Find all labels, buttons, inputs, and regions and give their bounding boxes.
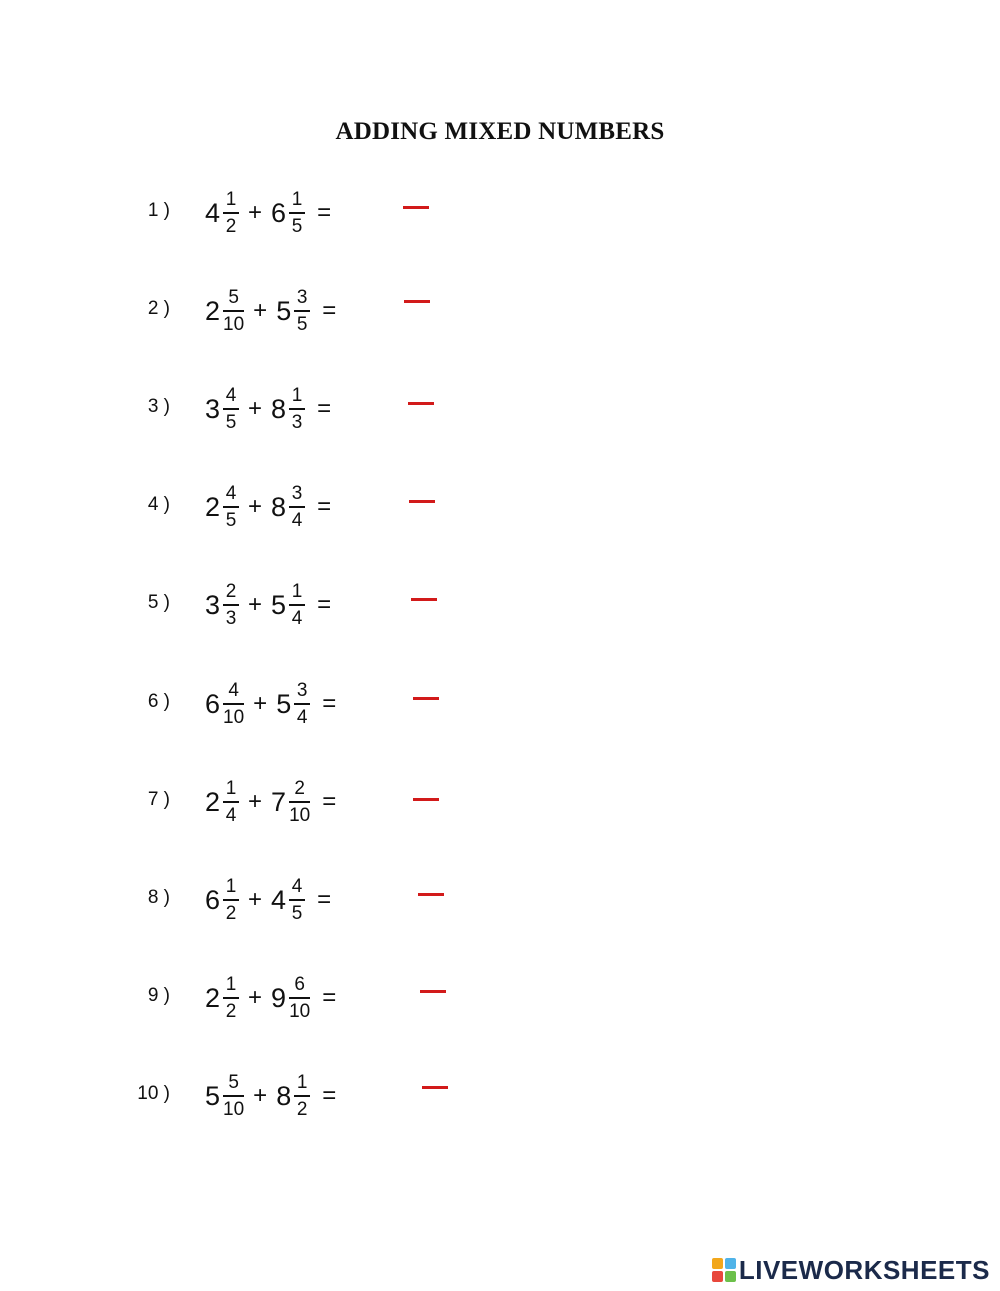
first-whole-number: 3: [205, 393, 221, 424]
equals-sign: =: [322, 984, 337, 1011]
problem-number: 1 ): [147, 200, 170, 221]
second-fraction: [289, 974, 310, 1023]
second-whole-number: 5: [276, 295, 292, 326]
second-whole-number: 8: [276, 1080, 292, 1111]
first-whole-number: 2: [205, 295, 221, 326]
first-whole-number: 5: [205, 1080, 221, 1111]
plus-sign: +: [248, 395, 263, 422]
equals-sign: =: [322, 297, 337, 324]
first-fraction: [223, 287, 244, 336]
fraction-bar: [223, 703, 244, 705]
problem-expression: [205, 570, 331, 640]
fraction-bar: [223, 1095, 244, 1097]
answer-blank[interactable]: [403, 206, 429, 209]
second-numerator: 1: [291, 188, 303, 210]
first-denominator: 2: [225, 215, 237, 237]
problem-number: 7 ): [147, 789, 170, 810]
fraction-bar: [289, 801, 310, 803]
answer-blank[interactable]: [409, 500, 435, 503]
fraction-bar: [223, 801, 239, 803]
fraction-bar: [289, 997, 310, 999]
second-numerator: 1: [291, 580, 303, 602]
second-fraction: [289, 385, 305, 434]
first-whole-number: 6: [205, 688, 221, 719]
second-numerator: 1: [296, 1071, 308, 1093]
first-numerator: 4: [228, 679, 239, 701]
first-fraction: [223, 581, 239, 630]
problem-row: [0, 1061, 1000, 1131]
second-whole-number: 9: [271, 982, 287, 1013]
plus-sign: +: [248, 788, 263, 815]
problem-expression: [205, 669, 336, 739]
second-numerator: 3: [291, 482, 303, 504]
first-whole-number: 4: [205, 197, 221, 228]
first-numerator: 2: [225, 580, 237, 602]
first-numerator: 4: [225, 384, 237, 406]
second-fraction: [289, 189, 305, 238]
equals-sign: =: [317, 591, 332, 618]
first-numerator: 1: [225, 188, 237, 210]
logo-block: [712, 1258, 723, 1269]
second-denominator: 5: [291, 215, 303, 237]
plus-sign: +: [253, 690, 268, 717]
first-fraction: [223, 974, 239, 1023]
equals-sign: =: [322, 690, 337, 717]
answer-blank[interactable]: [422, 1086, 448, 1089]
first-whole-number: 2: [205, 982, 221, 1013]
problem-expression: [205, 472, 331, 542]
liveworksheets-logo-icon: [712, 1258, 736, 1282]
first-fraction: [223, 1072, 244, 1121]
equals-sign: =: [317, 493, 332, 520]
first-numerator: 1: [225, 973, 237, 995]
problem-expression: [205, 374, 331, 444]
first-denominator: 3: [225, 607, 237, 629]
equals-sign: =: [317, 199, 332, 226]
first-whole-number: 2: [205, 786, 221, 817]
answer-blank[interactable]: [413, 697, 439, 700]
second-numerator: 3: [296, 679, 308, 701]
second-denominator: 2: [296, 1098, 308, 1120]
equals-sign: =: [322, 788, 337, 815]
problem-number: 3 ): [147, 396, 170, 417]
fraction-bar: [223, 408, 239, 410]
first-whole-number: 2: [205, 491, 221, 522]
first-fraction: [223, 483, 239, 532]
first-denominator: 10: [223, 1098, 245, 1120]
fraction-bar: [289, 604, 305, 606]
answer-blank[interactable]: [420, 990, 446, 993]
second-fraction: [289, 876, 305, 925]
second-whole-number: 6: [271, 197, 287, 228]
problem-expression: [205, 963, 336, 1033]
plus-sign: +: [248, 886, 263, 913]
second-whole-number: 7: [271, 786, 287, 817]
problem-row: [0, 472, 1000, 542]
fraction-bar: [223, 506, 239, 508]
answer-blank[interactable]: [404, 300, 430, 303]
fraction-bar: [294, 703, 310, 705]
problem-number: 9 ): [147, 985, 170, 1006]
first-numerator: 4: [225, 482, 237, 504]
problem-row: [0, 865, 1000, 935]
logo-block: [725, 1271, 736, 1282]
problem-row: [0, 767, 1000, 837]
first-denominator: 5: [225, 411, 237, 433]
plus-sign: +: [248, 493, 263, 520]
problem-number: 4 ): [147, 494, 170, 515]
second-fraction: [289, 483, 305, 532]
first-fraction: [223, 778, 239, 827]
fraction-bar: [223, 212, 239, 214]
second-numerator: 1: [291, 384, 303, 406]
second-whole-number: 8: [271, 491, 287, 522]
plus-sign: +: [248, 591, 263, 618]
answer-blank[interactable]: [418, 893, 444, 896]
logo-block: [725, 1258, 736, 1269]
second-denominator: 5: [291, 902, 303, 924]
problem-row: [0, 570, 1000, 640]
fraction-bar: [223, 997, 239, 999]
plus-sign: +: [248, 199, 263, 226]
first-fraction: [223, 680, 244, 729]
problem-expression: [205, 178, 331, 248]
plus-sign: +: [253, 1082, 268, 1109]
problem-number: 6 ): [147, 691, 170, 712]
problem-row: [0, 276, 1000, 346]
second-whole-number: 5: [276, 688, 292, 719]
answer-blank[interactable]: [411, 598, 437, 601]
second-denominator: 3: [291, 411, 303, 433]
first-fraction: [223, 876, 239, 925]
fraction-bar: [294, 1095, 310, 1097]
problem-row: [0, 374, 1000, 444]
problem-row: [0, 669, 1000, 739]
first-denominator: 10: [223, 706, 245, 728]
second-denominator: 4: [296, 706, 308, 728]
plus-sign: +: [253, 297, 268, 324]
answer-blank[interactable]: [408, 402, 434, 405]
first-denominator: 4: [225, 804, 237, 826]
first-denominator: 2: [225, 1000, 237, 1022]
fraction-bar: [223, 310, 244, 312]
second-denominator: 4: [291, 607, 303, 629]
problem-expression: [205, 1061, 336, 1131]
answer-blank[interactable]: [413, 798, 439, 801]
second-numerator: 2: [294, 777, 305, 799]
second-fraction: [294, 1072, 310, 1121]
plus-sign: +: [248, 984, 263, 1011]
logo-block: [712, 1271, 723, 1282]
second-fraction: [289, 581, 305, 630]
problem-number: 8 ): [147, 887, 170, 908]
first-denominator: 2: [225, 902, 237, 924]
fraction-bar: [289, 212, 305, 214]
fraction-bar: [289, 899, 305, 901]
fraction-bar: [289, 408, 305, 410]
fraction-bar: [223, 899, 239, 901]
second-numerator: 3: [296, 286, 308, 308]
equals-sign: =: [317, 886, 332, 913]
first-fraction: [223, 189, 239, 238]
second-fraction: [289, 778, 310, 827]
second-whole-number: 5: [271, 589, 287, 620]
first-numerator: 1: [225, 777, 237, 799]
fraction-bar: [294, 310, 310, 312]
page-title: ADDING MIXED NUMBERS: [335, 118, 665, 145]
fraction-bar: [223, 604, 239, 606]
second-whole-number: 8: [271, 393, 287, 424]
problem-expression: [205, 767, 336, 837]
first-denominator: 10: [223, 313, 245, 335]
first-numerator: 1: [225, 875, 237, 897]
problem-expression: [205, 276, 336, 346]
problem-number: 5 ): [147, 592, 170, 613]
first-numerator: 5: [228, 286, 239, 308]
first-fraction: [223, 385, 239, 434]
first-whole-number: 3: [205, 589, 221, 620]
liveworksheets-logo: [712, 1255, 990, 1285]
problem-number: 10 ): [137, 1083, 170, 1104]
equals-sign: =: [322, 1082, 337, 1109]
second-whole-number: 4: [271, 884, 287, 915]
first-numerator: 5: [228, 1071, 239, 1093]
fraction-bar: [289, 506, 305, 508]
second-denominator: 5: [296, 313, 308, 335]
problem-number: 2 ): [147, 298, 170, 319]
second-denominator: 10: [289, 804, 311, 826]
second-denominator: 10: [289, 1000, 311, 1022]
second-numerator: 4: [291, 875, 303, 897]
second-denominator: 4: [291, 509, 303, 531]
problem-row: [0, 178, 1000, 248]
second-numerator: 6: [294, 973, 305, 995]
problem-row: [0, 963, 1000, 1033]
problem-expression: [205, 865, 331, 935]
equals-sign: =: [317, 395, 332, 422]
second-fraction: [294, 287, 310, 336]
first-denominator: 5: [225, 509, 237, 531]
first-whole-number: 6: [205, 884, 221, 915]
second-fraction: [294, 680, 310, 729]
logo-text: LIVEWORKSHEETS: [738, 1254, 990, 1285]
